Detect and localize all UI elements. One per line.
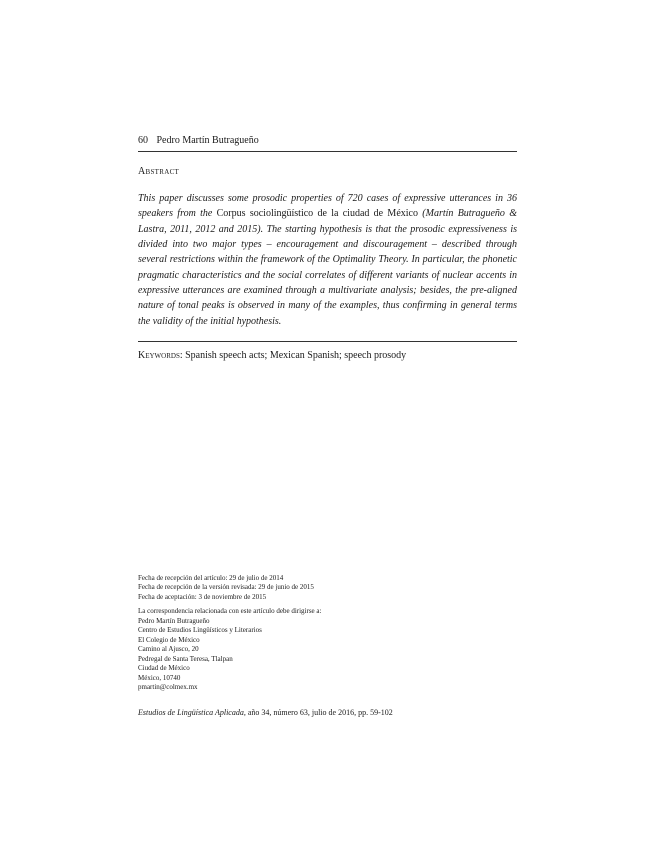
correspondence-district: Pedregal de Santa Teresa, Tlalpan [138, 654, 233, 663]
article-dates [138, 574, 314, 602]
correspondence-email: pmartin@colmex.mx [138, 683, 198, 691]
correspondence-intro: La correspondencia relacionada con este artículo debe dirigirse a: [138, 607, 322, 615]
running-header-author: Pedro Martín Butragueño [156, 135, 259, 146]
correspondence-institution: El Colegio de México [138, 635, 200, 644]
abstract-text-1: This paper discusses some prosodic properties of 720 cases of expressive utterances in 36 speakers from the [138, 193, 517, 220]
header-rule [138, 151, 517, 152]
keywords-rule [138, 341, 517, 342]
correspondence-street: Camino al Ajusco, 20 [138, 645, 199, 653]
correspondence-center: Centro de Estudios Lingüísticos y Literarios [138, 626, 262, 634]
abstract-text-2: (Martín Butragueño & Lastra, 2011, 2012 and 2015). The starting hypothesis is that the prosodic expressiveness is divided into two major types – encouragement and discouragement – described through several restrictions within the framework of the Optimality Theory. In particular, the phonetic pragmatic characteristics and the social correlates of different variants of nuclear accents in expressive utterances are examined through a multivariate analysis; besides, the pre-aligned nature of tonal peaks is observed in many of the examples, thus confirming in general terms the validity of the initial hypothesis. [138, 208, 517, 327]
date-accepted: Fecha de aceptación: 3 de noviembre de 2015 [138, 592, 267, 601]
keywords-text: : Spanish speech acts; Mexican Spanish; speech prosody [179, 350, 407, 361]
running-header [138, 135, 517, 146]
journal-citation [138, 708, 393, 717]
correspondence-postal: México, 10740 [138, 673, 181, 682]
page-number: 60 [138, 135, 148, 146]
journal-name: Estudios de Lingüística Aplicada [138, 708, 244, 717]
citation-details: , año 34, número 63, julio de 2016, pp. 59-102 [243, 708, 393, 717]
abstract-body [138, 191, 517, 329]
correspondence-block [138, 607, 321, 693]
correspondence-city: Ciudad de México [138, 664, 190, 672]
corpus-name: Corpus sociolingüístico de la ciudad de México [216, 208, 418, 220]
abstract-heading: Abstract [138, 166, 180, 177]
correspondence-name: Pedro Martín Butragueño [138, 616, 210, 625]
keywords [138, 350, 517, 361]
date-revised: Fecha de recepción de la versión revisada: 29 de junio de 2015 [138, 583, 314, 592]
keywords-label: Keywords [138, 350, 180, 361]
date-received: Fecha de recepción del artículo: 29 de julio de 2014 [138, 574, 284, 582]
